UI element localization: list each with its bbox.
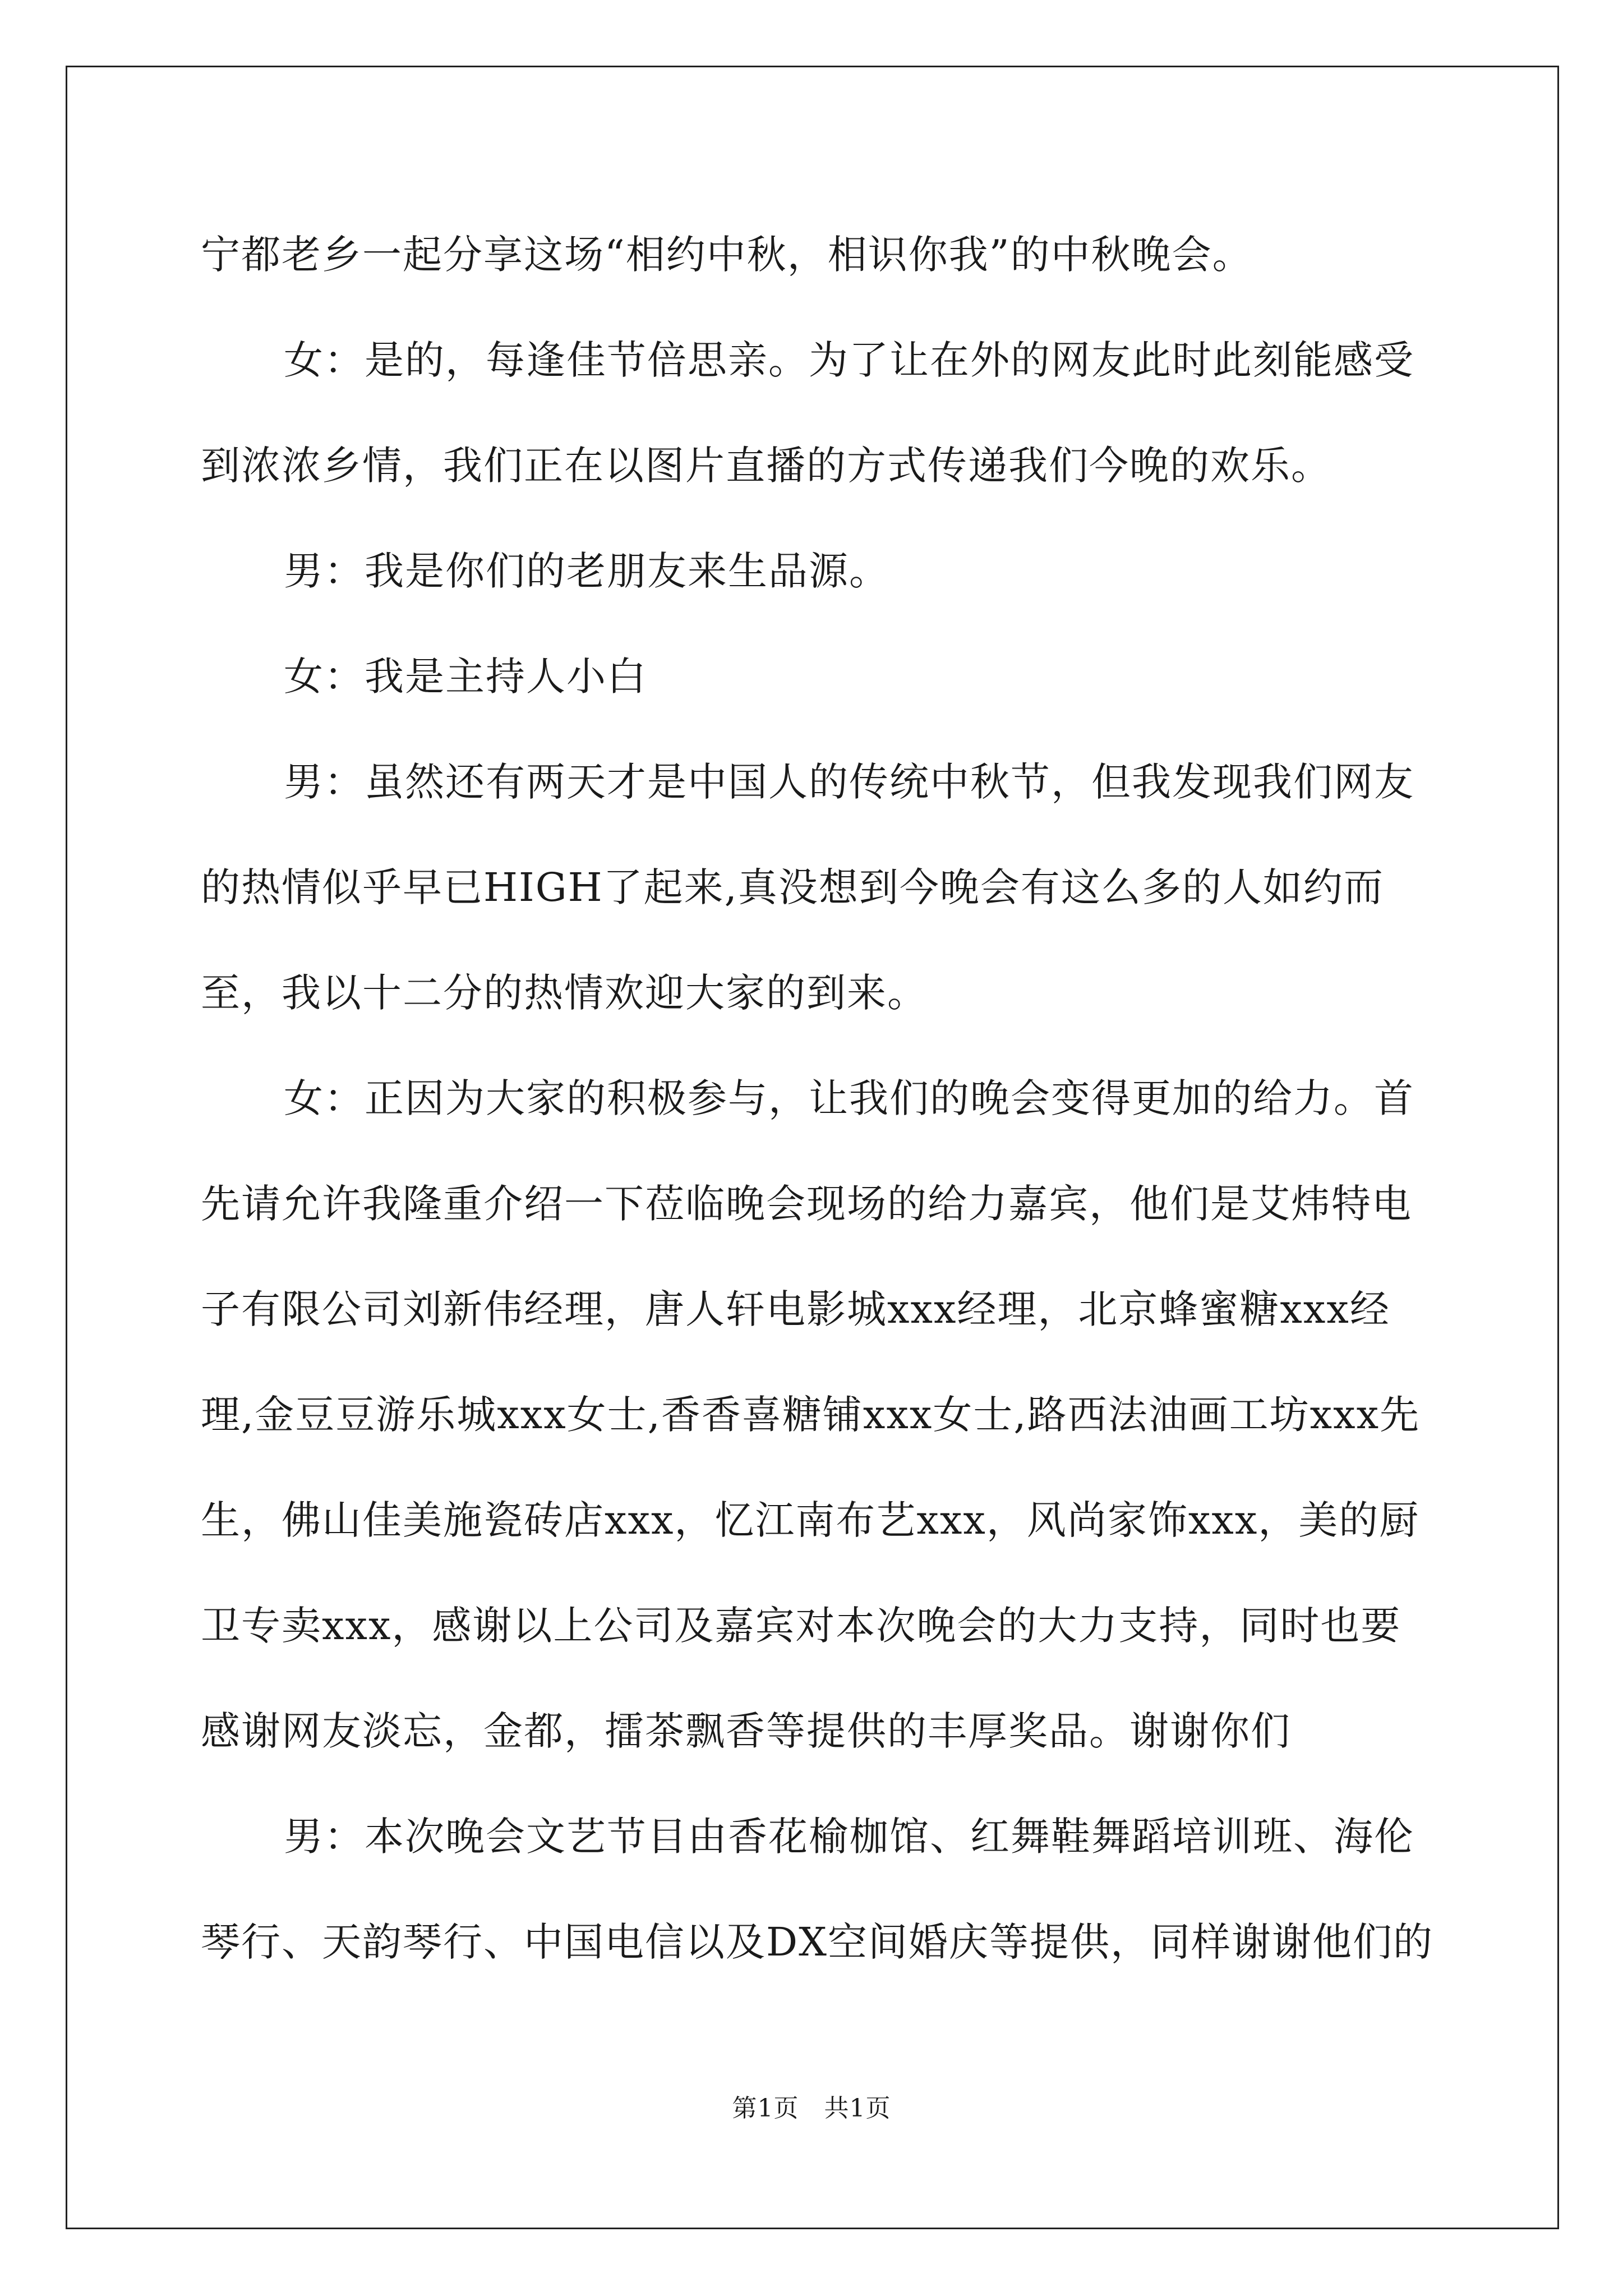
page-footer: 第1页 共1页 (732, 2094, 891, 2123)
paragraph-6: 女：正因为大家的积极参与，让我们的晚会变得更加的给力。首先请允许我隆重介绍一下莅临晚会现场的给力嘉宾，他们是艾炜特电子有限公司刘新伟经理，唐人轩电影城xxx经理，北京蜂蜜糖xxx经理,金豆豆游乐城xxx女士,香香喜糖铺xxx女士,路西法油画工坊xxx先生，佛山佳美施瓷砖店xxx，忆江南布艺xxx，风尚家饰xxx，美的厨卫专卖xxx，感谢以上公司及嘉宾对本次晚会的大力支持，同时也要感谢网友淡忘，金都，擂茶飘香等提供的丰厚奖品。谢谢你们 (201, 1075, 1421, 1754)
paragraph-5: 男：虽然还有两天才是中国人的传统中秋节，但我发现我们网友的热情似乎早已HIGH了起来,真没想到今晚会有这么多的人如约而至，我以十二分的热情欢迎大家的到来。 (201, 759, 1414, 1016)
paragraph-2: 女：是的，每逢佳节倍思亲。为了让在外的网友此时此刻能感受到浓浓乡情，我们正在以图片直播的方式传递我们今晚的欢乐。 (201, 337, 1414, 489)
document-body (201, 202, 1435, 1995)
paragraph-1: 宁都老乡一起分享这场“相约中秋，相识你我”的中秋晚会。 (201, 232, 1253, 278)
paragraph-3: 男：我是你们的老朋友来生品源。 (284, 548, 889, 594)
paragraph-4: 女：我是主持人小白 (284, 654, 647, 700)
paragraph-7: 男：本次晚会文艺节目由香花榆枷馆、红舞鞋舞蹈培训班、海伦琴行、天韵琴行、中国电信以及DX空间婚庆等提供，同样谢谢他们的 (201, 1814, 1433, 1965)
